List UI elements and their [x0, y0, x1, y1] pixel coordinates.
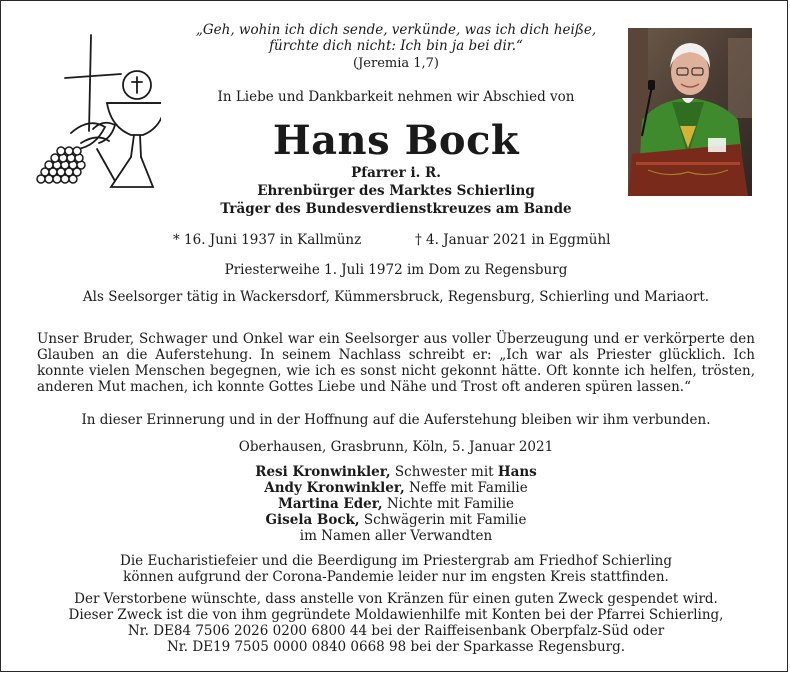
death-date: † 4. Januar 2021 in Eggmühl — [415, 232, 611, 248]
mourner-relation: Schwester mit — [390, 464, 498, 480]
birth-date: * 16. Juni 1937 in Kallmünz — [173, 232, 362, 248]
donation-line-1: Der Verstorbene wünschte, dass anstelle von Kränzen für einen guten Zweck gespendet wird. — [74, 591, 718, 607]
mourner-relation: Nichte mit Familie — [382, 496, 515, 512]
service-line: Als Seelsorger tätig in Wackersdorf, Kümmersbruck, Regensburg, Schierling und Mariaort. — [82, 289, 710, 305]
mourner-name: Resi Kronwinkler, — [255, 464, 391, 480]
intro-text: In Liebe und Dankbarkeit nehmen wir Abschied von — [217, 89, 575, 105]
mourner-row — [1, 480, 790, 496]
mourner-relation: Neffe mit Familie — [404, 480, 528, 496]
mourner-relation: Schwägerin mit Familie — [359, 512, 527, 528]
place-date-line: Oberhausen, Grasbrunn, Köln, 5. Januar 2021 — [238, 439, 554, 455]
tribute-paragraph: Unser Bruder, Schwager und Onkel war ein Seelsorger aus voller Überzeugung und er verkörperte den Glauben an die Auferstehung. In seinem Nachlass schreibt er: „Ich war als Priester glücklich. Ich konnte vielen Menschen begegnen, wie ich es sonst nicht gekonnt hätte. Oft konnte ich helfen, trösten, anderen Mut machen, ich konnte Gottes Liebe und Nähe und Trost oft anderen spüren lassen.“ — [37, 331, 755, 395]
mourner-row — [1, 464, 790, 480]
remembrance-line: In dieser Erinnerung und in der Hoffnung auf die Auferstehung bleiben wir ihm verbunden. — [81, 412, 711, 428]
funeral-line-2: können aufgrund der Corona-Pandemie leider nur im engsten Kreis stattfinden. — [123, 569, 669, 585]
relatives-line: im Namen aller Verwandten — [299, 528, 493, 544]
quote-line-1: „Geh, wohin ich dich sende, verkünde, was ich dich heiße, — [195, 22, 597, 38]
mourner-row — [1, 512, 790, 528]
ordination-line: Priesterweihe 1. Juli 1972 im Dom zu Regensburg — [224, 262, 568, 278]
mourner-name: Andy Kronwinkler, — [264, 480, 405, 496]
mourner-row — [1, 496, 790, 512]
honor-line-1: Ehrenbürger des Marktes Schierling — [257, 183, 535, 199]
quote-source: (Jeremia 1,7) — [353, 56, 439, 71]
mourner-name: Gisela Bock, — [265, 512, 360, 528]
deceased-name: Hans Bock — [272, 117, 520, 164]
honor-line-2: Träger des Bundesverdienstkreuzes am Bande — [220, 201, 572, 217]
donation-line-4: Nr. DE19 7505 0000 0840 0668 98 bei der Sparkasse Regensburg. — [166, 639, 626, 655]
quote-line-2: fürchte dich nicht: Ich bin ja bei dir.“ — [269, 38, 523, 54]
deceased-title: Pfarrer i. R. — [351, 165, 441, 181]
donation-line-2: Dieser Zweck ist die von ihm gegründete Moldawienhilfe mit Konten bei der Pfarrei Schierling, — [68, 607, 724, 623]
funeral-line-1: Die Eucharistiefeier und die Beerdigung im Priestergrab am Friedhof Schierling — [120, 553, 672, 569]
mourner-name: Martina Eder, — [277, 496, 383, 512]
donation-line-3: Nr. DE84 7506 2026 0200 6800 44 bei der Raiffeisenbank Oberpfalz-Süd oder — [127, 623, 665, 639]
mourner-extra: Hans — [497, 464, 537, 480]
